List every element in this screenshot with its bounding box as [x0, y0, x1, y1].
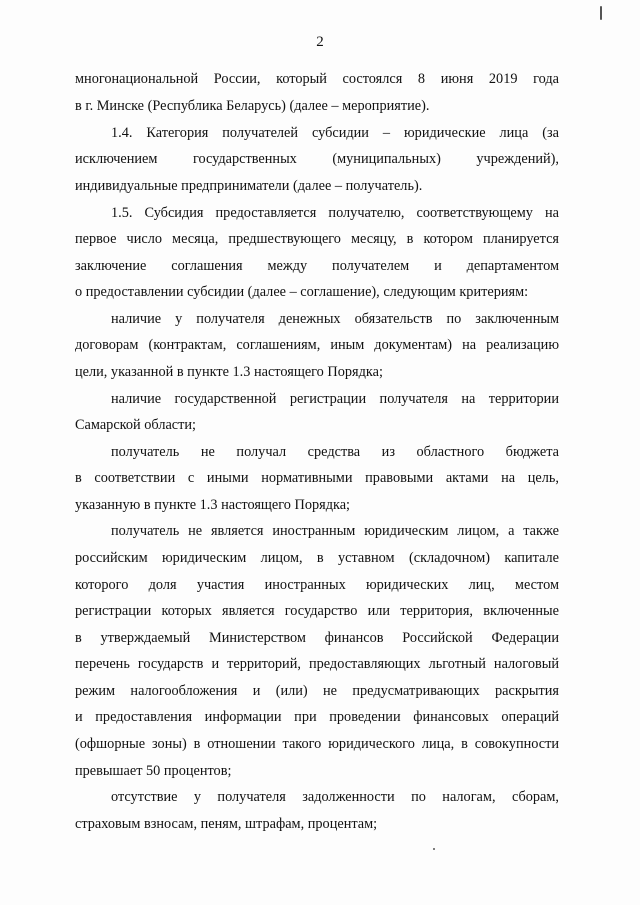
text-line: получатель не получал средства из областного бюджета	[111, 444, 559, 460]
text-line: регистрации которых является государство или территория, включенные	[75, 603, 559, 619]
text-line: и предоставления информации при проведении финансовых операций	[75, 709, 559, 725]
text-line: цели, указанной в пункте 1.3 настоящего Порядка;	[75, 364, 383, 380]
text-line: договорам (контрактам, соглашениям, иным документам) на реализацию	[75, 337, 559, 353]
text-line: 1.5. Субсидия предоставляется получателю, соответствующему на	[111, 205, 559, 221]
page-number: 2	[316, 34, 324, 50]
text-line: в соответствии с иными нормативными правовыми актами на цель,	[75, 470, 559, 486]
text-line: режим налогообложения и (или) не предусматривающих раскрытия	[75, 683, 559, 699]
scan-speck	[433, 848, 435, 850]
text-line: наличие у получателя денежных обязательств по заключенным	[111, 311, 559, 327]
text-line: многонациональной России, который состоялся 8 июня 2019 года	[75, 71, 559, 87]
text-line: наличие государственной регистрации получателя на территории	[111, 391, 559, 407]
text-line: заключение соглашения между получателем и департаментом	[75, 258, 559, 274]
text-line: которого доля участия иностранных юридических лиц, местом	[75, 577, 559, 593]
text-line: страховым взносам, пеням, штрафам, процентам;	[75, 816, 378, 832]
text-line: российским юридическим лицом, в уставном (складочном) капитале	[75, 550, 559, 566]
text-line: в г. Минске (Республика Беларусь) (далее – мероприятие).	[75, 98, 430, 114]
text-line: превышает 50 процентов;	[75, 763, 232, 779]
text-line: указанную в пункте 1.3 настоящего Порядка;	[75, 497, 351, 513]
text-line: Самарской области;	[75, 417, 197, 433]
text-line: (офшорные зоны) в отношении такого юридического лица, в совокупности	[75, 736, 559, 752]
text-line: первое число месяца, предшествующего месяцу, в котором планируется	[75, 231, 559, 247]
scan-speck	[600, 6, 602, 20]
text-line: в утверждаемый Министерством финансов Российской Федерации	[75, 630, 559, 646]
text-line: отсутствие у получателя задолженности по налогам, сборам,	[111, 789, 559, 805]
text-line: 1.4. Категория получателей субсидии – юридические лица (за	[111, 125, 559, 141]
text-line: индивидуальные предприниматели (далее – получатель).	[75, 178, 423, 194]
text-line: получатель не является иностранным юридическим лицом, а также	[111, 523, 559, 539]
text-line: о предоставлении субсидии (далее – соглашение), следующим критериям:	[75, 284, 529, 300]
text-line: перечень государств и территорий, предоставляющих льготный налоговый	[75, 656, 559, 672]
text-line: исключением государственных (муниципальных) учреждений),	[75, 151, 559, 167]
